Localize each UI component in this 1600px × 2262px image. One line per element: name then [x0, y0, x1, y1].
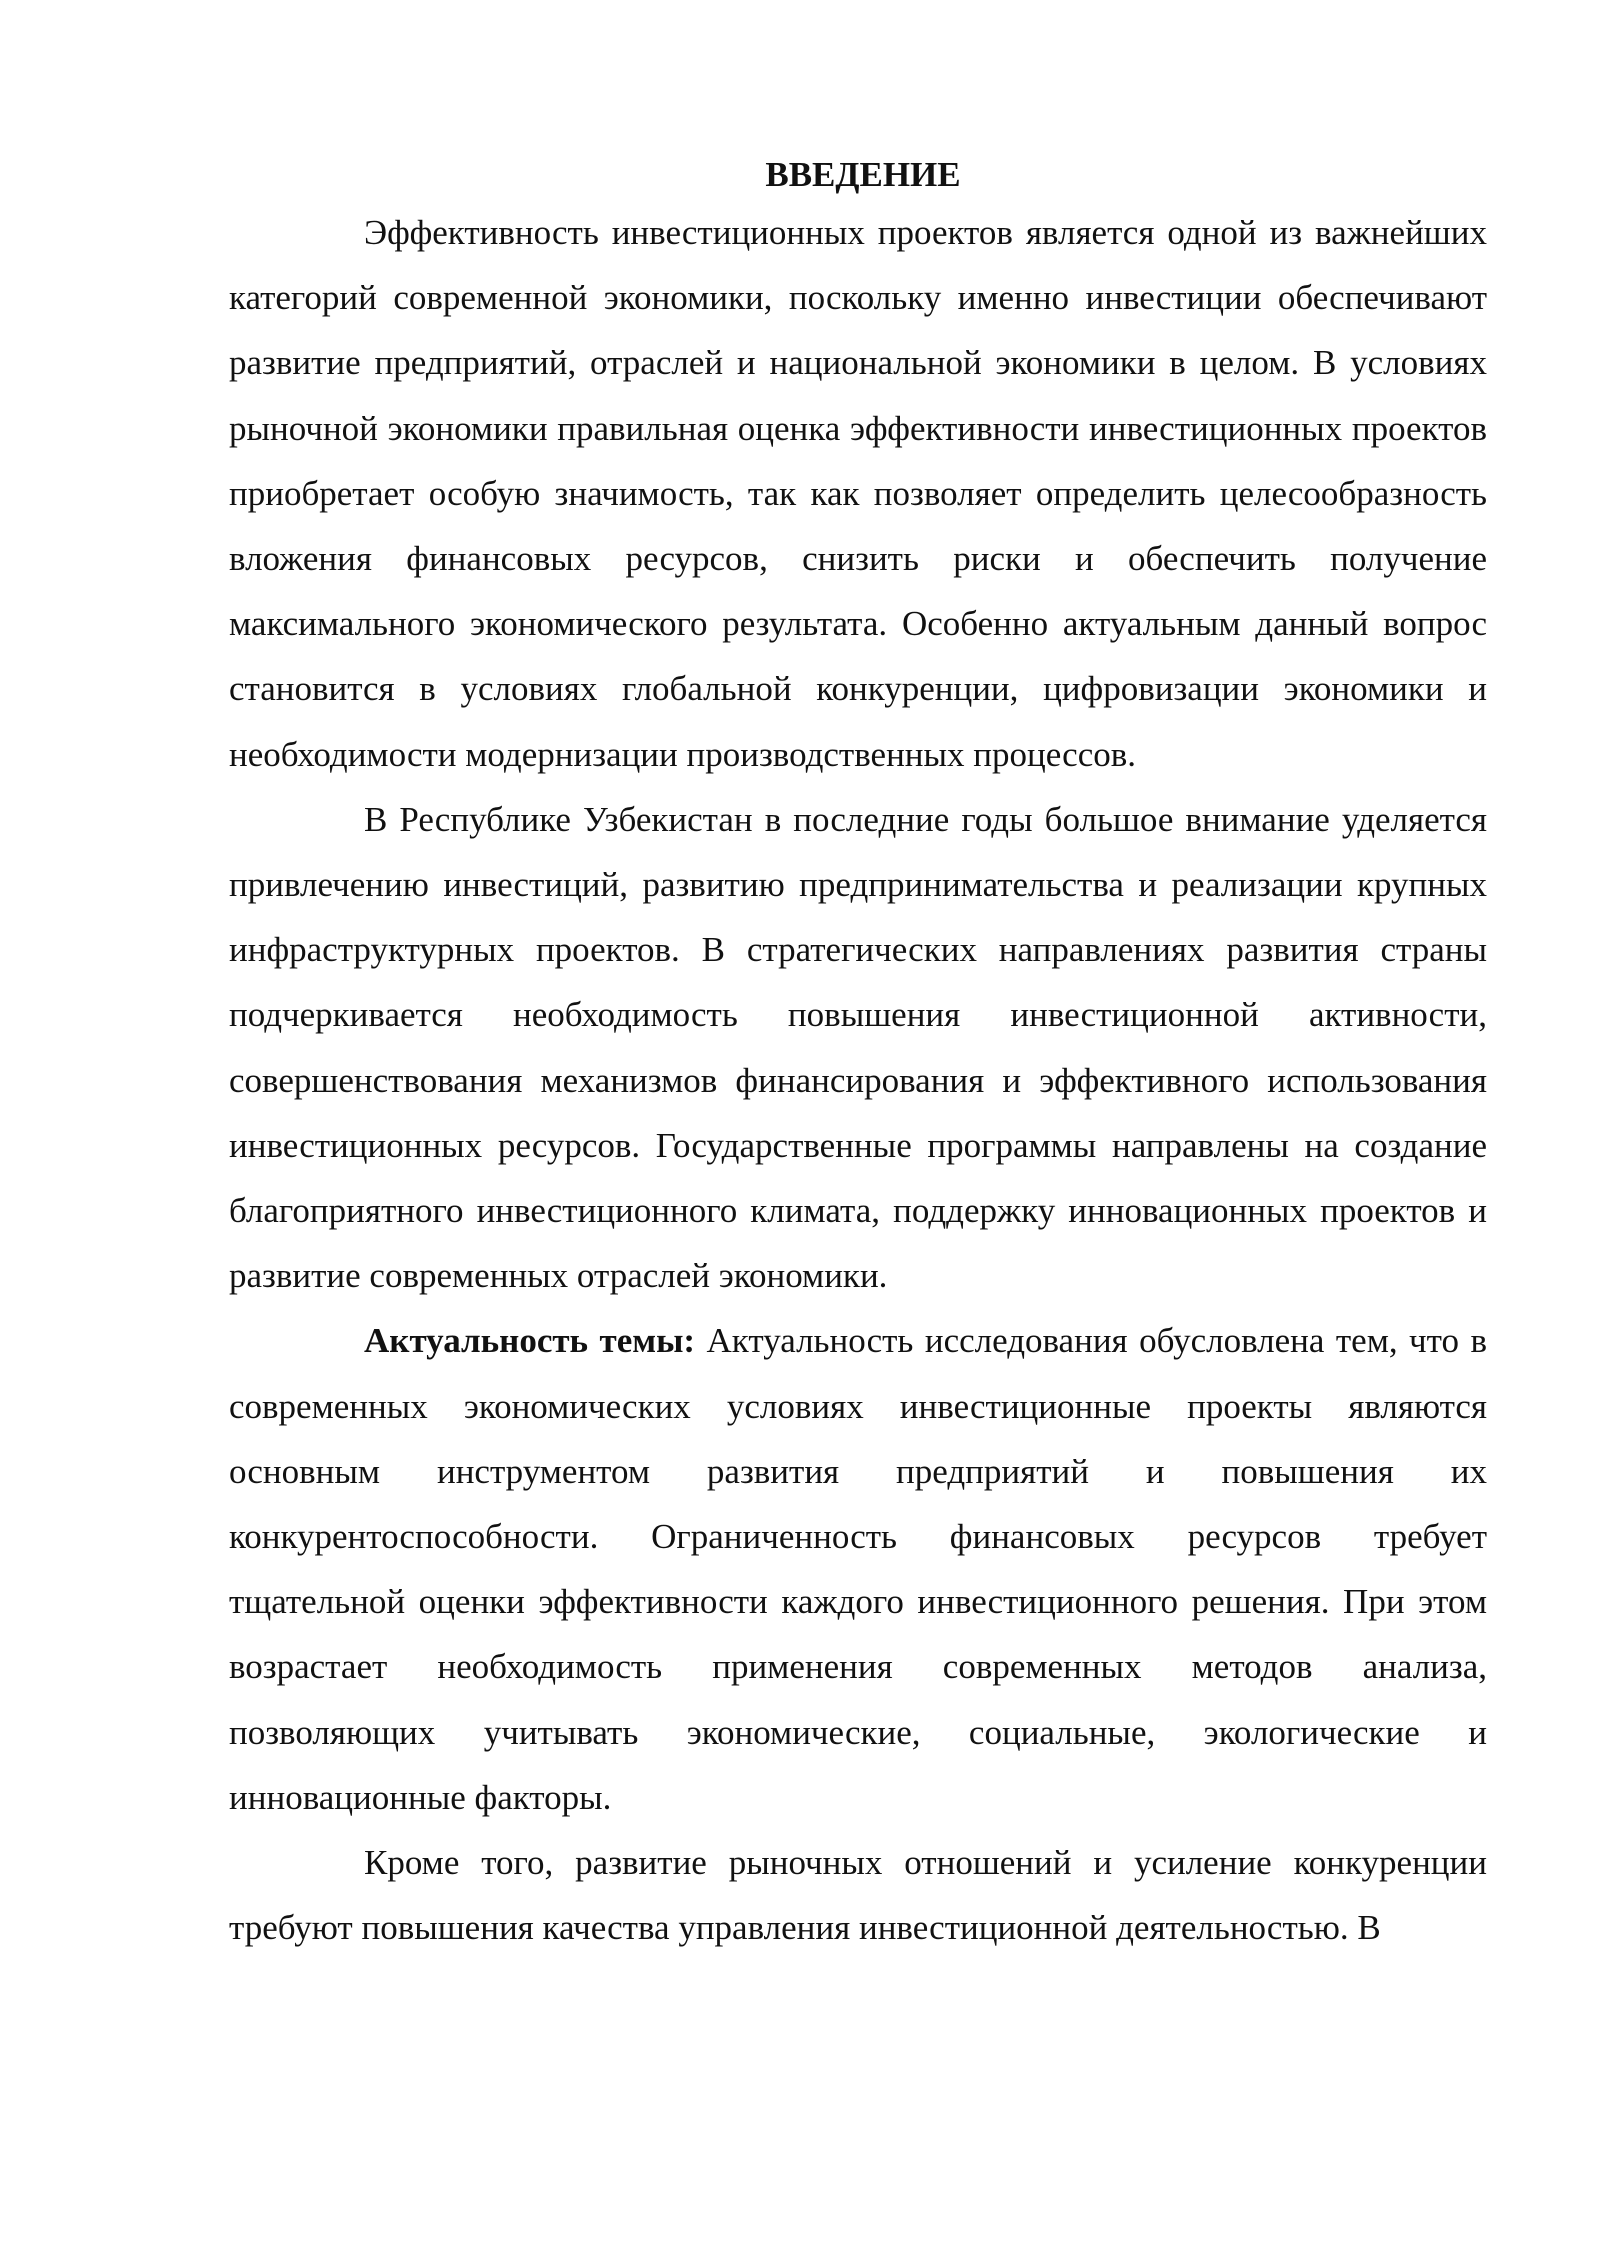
paragraph-3-text: Актуальность исследования обусловлена тем, что в современных экономических условиях инвестиционные проекты являются основным инструментом развития предприятий и повышения их конкурентоспособности. Ограниченность финансовых ресурсов требует тщательной оценки эффективности каждого инвестиционного решения. При этом возрастает необходимость применения современных методов анализа, позволяющих учитывать экономические, социальные, экологические и инновационные факторы. — [229, 1321, 1487, 1817]
document-title: ВВЕДЕНИЕ — [765, 155, 961, 194]
paragraph-4-text: Кроме того, развитие рыночных отношений и усиление конкуренции требуют повышения качества управления инвестиционной деятельностью. В — [229, 1843, 1487, 1948]
paragraph-1 — [229, 200, 1487, 787]
paragraph-2 — [229, 787, 1487, 1309]
paragraph-4 — [229, 1830, 1487, 1960]
paragraph-3-lead: Актуальность темы: — [364, 1321, 696, 1361]
paragraph-1-text: Эффективность инвестиционных проектов является одной из важнейших категорий современной экономики, поскольку именно инвестиции обеспечивают развитие предприятий, отраслей и национальной экономики в целом. В условиях рыночной экономики правильная оценка эффективности инвестиционных проектов приобретает особую значимость, так как позволяет определить целесообразность вложения финансовых ресурсов, снизить риски и обеспечить получение максимального экономического результата. Особенно актуальным данный вопрос становится в условиях глобальной конкуренции, цифровизации экономики и необходимости модернизации производственных процессов. — [229, 213, 1487, 774]
document-body — [229, 150, 1487, 1960]
paragraph-3 — [229, 1308, 1487, 1830]
paragraph-2-text: В Республике Узбекистан в последние годы большое внимание уделяется привлечению инвестиций, развитию предпринимательства и реализации крупных инфраструктурных проектов. В стратегических направлениях развития страны подчеркивается необходимость повышения инвестиционной активности, совершенствования механизмов финансирования и эффективного использования инвестиционных ресурсов. Государственные программы направлены на создание благоприятного инвестиционного климата, поддержку инновационных проектов и развитие современных отраслей экономики. — [229, 799, 1487, 1296]
